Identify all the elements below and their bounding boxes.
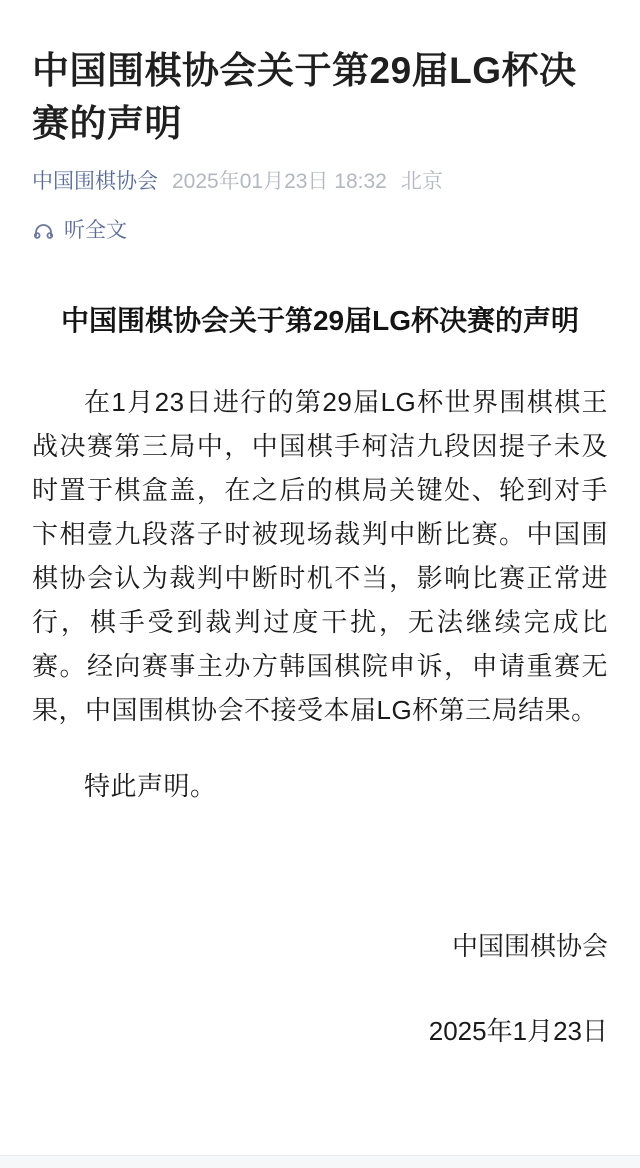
author-link[interactable]: 中国围棋协会: [32, 170, 158, 193]
article-paragraph: 在1月23日进行的第29届LG杯世界围棋棋王战决赛第三局中，中国棋手柯洁九段因提子未及时置于棋盒盖，在之后的棋局关键处、轮到对手卞相壹九段落子时被现场裁判中断比赛。中国围棋协会认为裁判中断时机不当，影响比赛正常进行，棋手受到裁判过度干扰，无法继续完成比赛。经向赛事主办方韩国棋院申诉，申请重赛无果，中国围棋协会不接受本届LG杯第三局结果。: [32, 387, 608, 725]
publish-datetime: 2025年01月23日 18:32: [172, 170, 387, 193]
signature: 中国围棋协会: [451, 931, 608, 961]
article-heading: 中国围棋协会关于第29届LG杯决赛的声明: [60, 305, 580, 336]
article-paragraph: 特此声明。: [84, 771, 217, 801]
signature-date: 2025年1月23日: [428, 1016, 608, 1046]
listen-label: 听全文: [64, 219, 127, 242]
article-page: [0, 44, 640, 1053]
headphones-icon: [32, 220, 55, 243]
bottom-divider: [0, 1155, 640, 1168]
byline: [32, 168, 608, 196]
page-title: 中国围棋协会关于第29届LG杯决赛的声明: [32, 50, 577, 144]
listen-full-text-button[interactable]: [32, 216, 127, 246]
publish-location: 北京: [400, 170, 443, 193]
